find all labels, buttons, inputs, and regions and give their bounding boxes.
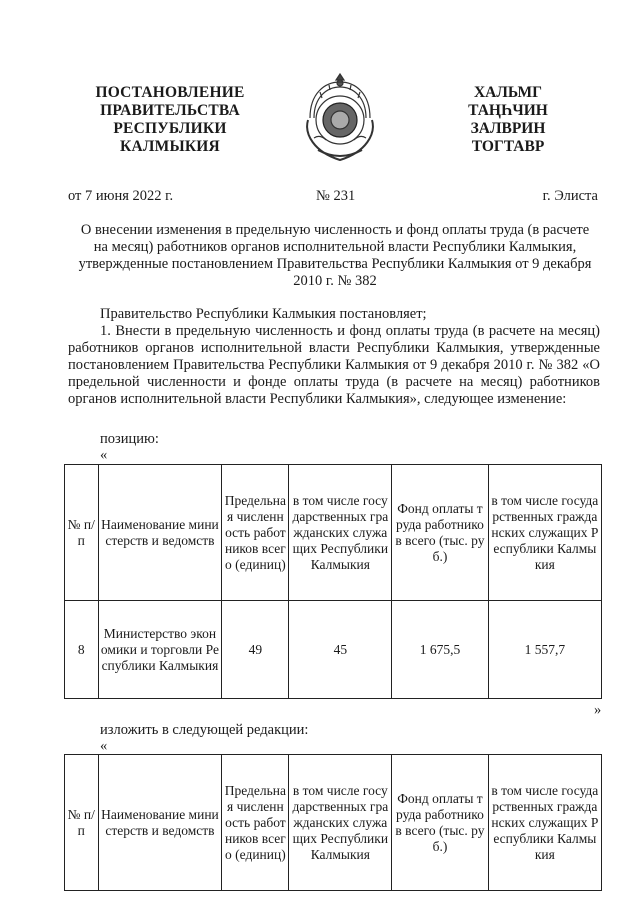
header-right-line: ХАЛЬМГ (473, 84, 543, 101)
header-left-line: ПРАВИТЕЛЬСТВА (100, 102, 240, 119)
cell-limit: 49 (222, 601, 289, 699)
header-no: № п/п (65, 465, 99, 601)
header-right-line: ТАҢҺЧИН (468, 102, 548, 119)
header-fund-civil: в том числе государственных гражданских служащих Республики Калмыкия (488, 465, 601, 601)
title-line: на месяц) работников органов исполнительной власти Республики Калмыкия, (93, 239, 577, 255)
header-civil: в том числе государственных гражданских служащих Республики Калмыкия (289, 465, 392, 601)
cell-civil: 45 (289, 601, 392, 699)
open-quote: « (100, 447, 108, 463)
replace-label: изложить в следующей редакции: (100, 722, 309, 738)
header-left-line: КАЛМЫКИЯ (120, 138, 220, 155)
header-limit: Предельная численность работников всего (единиц) (222, 465, 289, 601)
document-title (70, 222, 600, 290)
title-line: 2010 г. № 382 (293, 273, 377, 289)
document-body (68, 306, 600, 408)
header-left-title (80, 84, 260, 156)
header-right-line: ТОГТАВР (471, 138, 545, 155)
body-paragraph: 1. Внести в предельную численность и фонд оплаты труда (в расчете на месяц) работников органов исполнительной власти Республики Калмыкия, утвержденные постановлением Правительства Республики Калмыкия от 9 декабря 2010 г. № 382 «О предельной численности и фонде оплаты труда (в расчете на месяц) работников органов исполнительной власти Республики Калмыкия», следующее изменение: (68, 323, 600, 407)
document-city: г. Элиста (542, 188, 598, 204)
header-fund-civil: в том числе государственных гражданских служащих Республики Калмыкия (488, 755, 601, 891)
cell-no: 8 (65, 601, 99, 699)
close-quote: » (594, 702, 602, 718)
current-position-table (64, 464, 602, 699)
header-limit: Предельная численность работников всего (единиц) (222, 755, 289, 891)
new-position-table (64, 754, 602, 891)
open-quote: « (100, 738, 108, 754)
header-right-line: ЗАЛВРИН (470, 120, 546, 137)
header-left-line: РЕСПУБЛИКИ (113, 120, 227, 137)
header-fund: Фонд оплаты труда работников всего (тыс. руб.) (392, 755, 488, 891)
table-header-row (65, 465, 602, 601)
body-paragraph: Правительство Республики Калмыкия постановляет; (100, 306, 427, 322)
header-no: № п/п (65, 755, 99, 891)
header-name: Наименование министерств и ведомств (98, 465, 222, 601)
position-label: позицию: (100, 431, 159, 447)
kalmykia-emblem-icon (300, 68, 380, 164)
header-civil: в том числе государственных гражданских служащих Республики Калмыкия (289, 755, 392, 891)
header-left-line: ПОСТАНОВЛЕНИЕ (95, 84, 245, 101)
document-date: от 7 июня 2022 г. (68, 188, 174, 204)
table-row (65, 601, 602, 699)
title-line: утвержденные постановлением Правительства Республики Калмыкия от 9 декабря (78, 256, 592, 272)
header-name: Наименование министерств и ведомств (98, 755, 222, 891)
title-line: О внесении изменения в предельную численность и фонд оплаты труда (в расчете (80, 222, 590, 238)
document-meta-row (68, 188, 598, 208)
header-right-title (448, 84, 568, 156)
header-fund: Фонд оплаты труда работников всего (тыс. руб.) (392, 465, 488, 601)
document-number: № 231 (316, 188, 356, 204)
cell-fund-civil: 1 557,7 (488, 601, 601, 699)
cell-name: Министерство экономики и торговли Республики Калмыкия (98, 601, 222, 699)
table-header-row (65, 755, 602, 891)
cell-fund: 1 675,5 (392, 601, 488, 699)
